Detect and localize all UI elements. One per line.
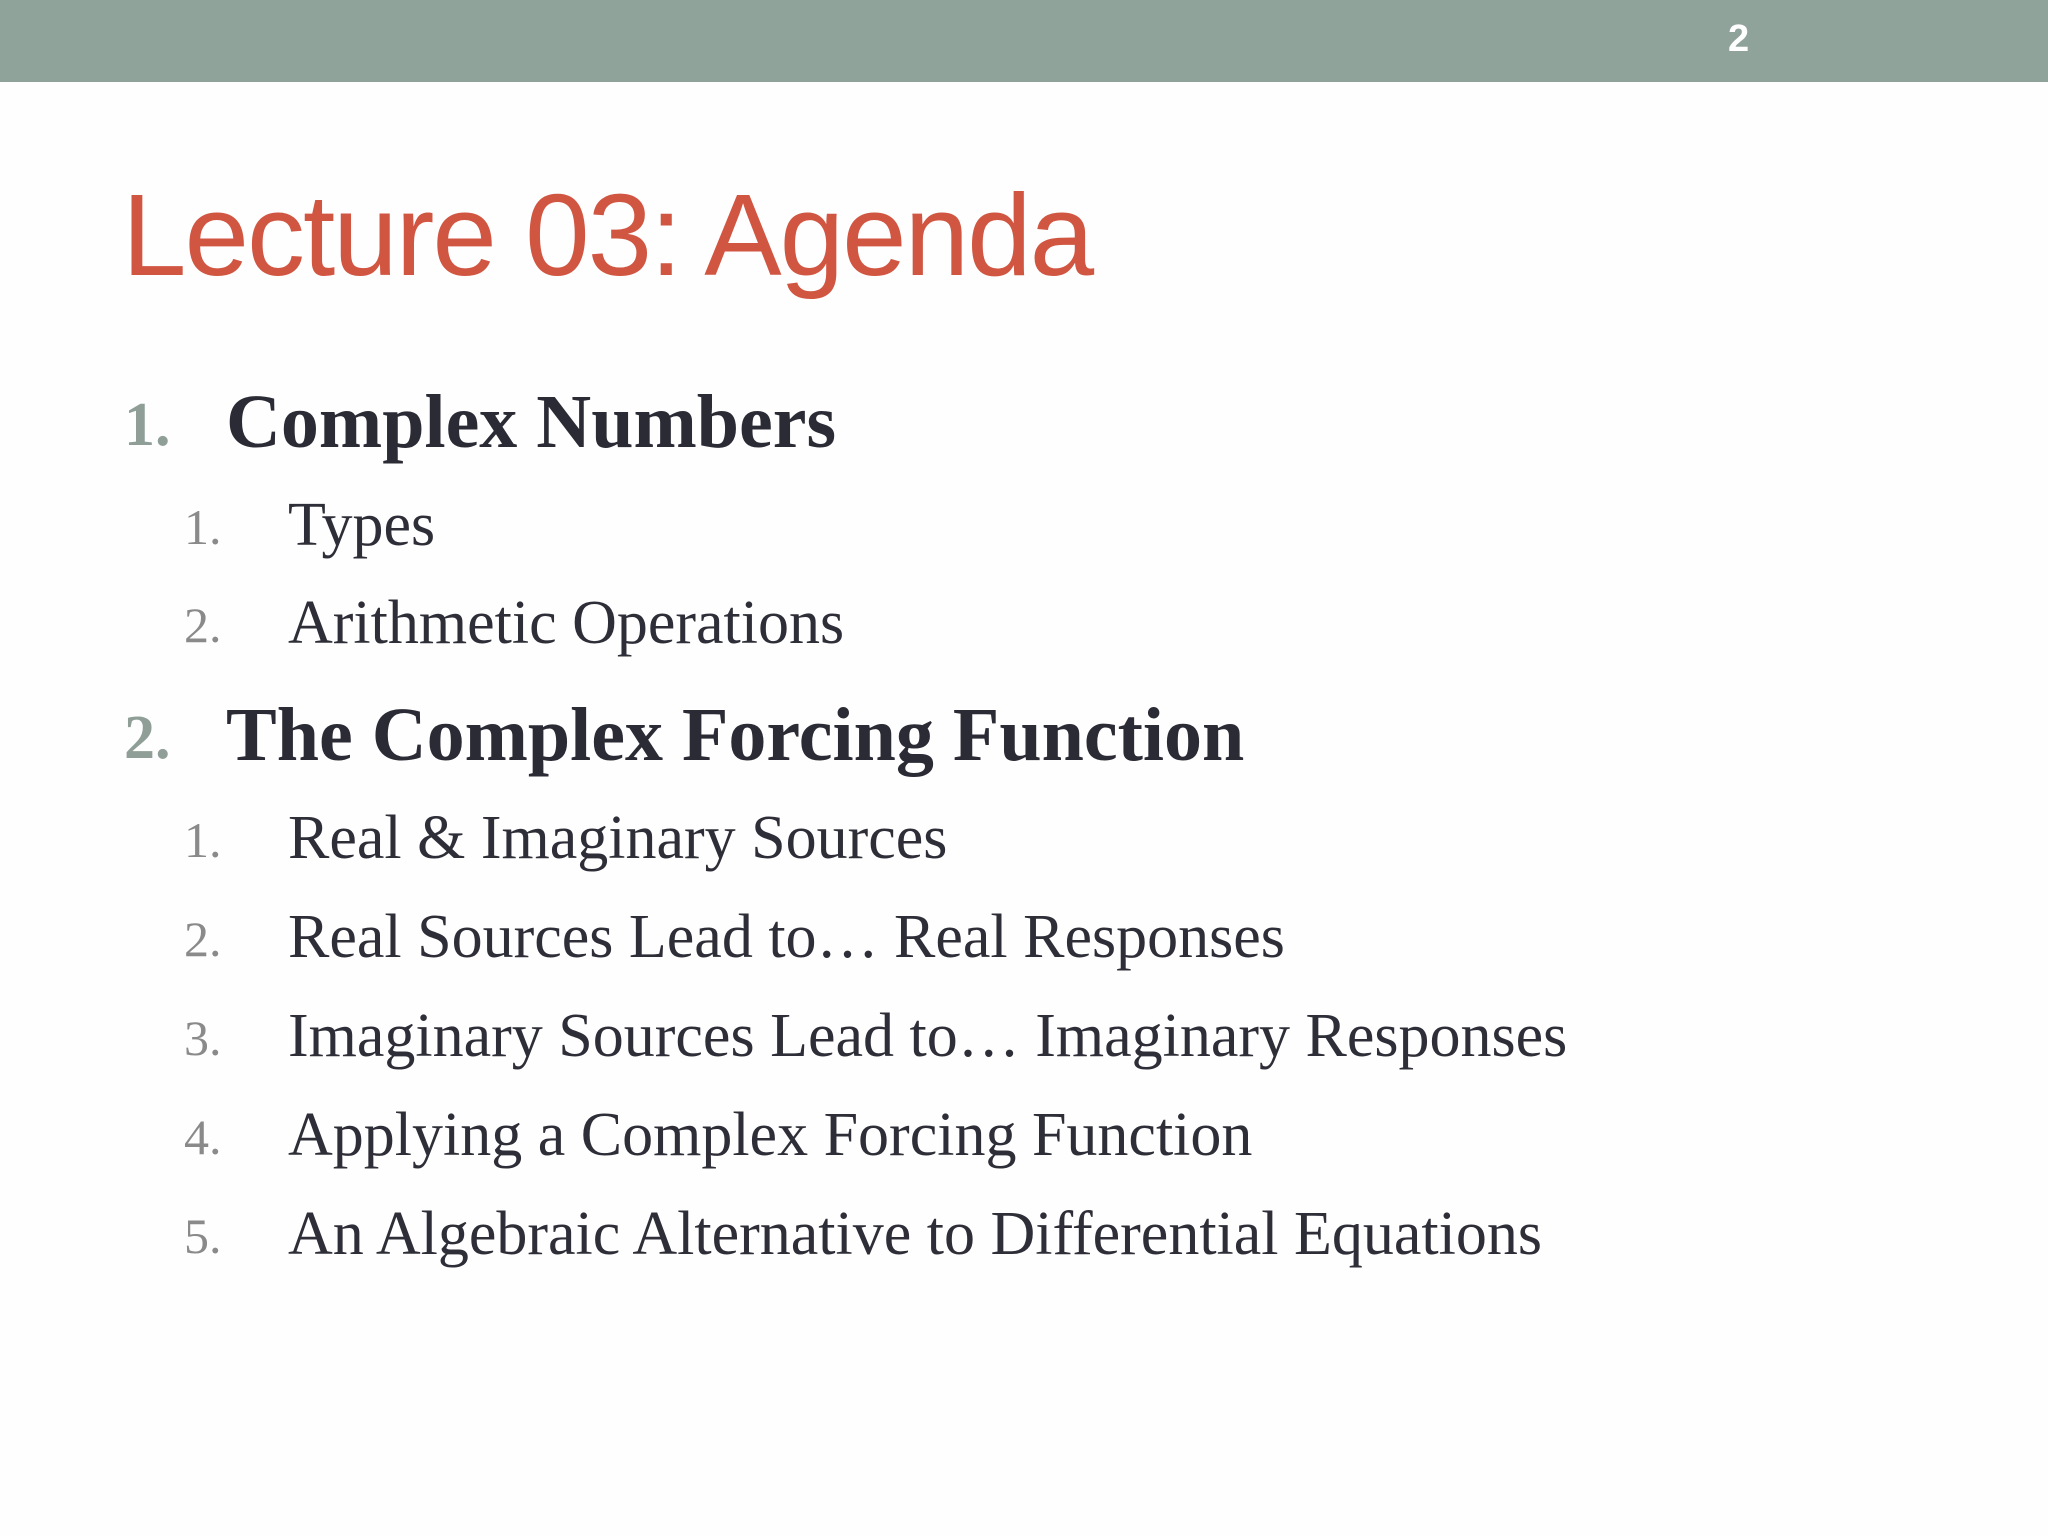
agenda-item-label: Complex Numbers xyxy=(226,380,837,464)
slide-header-bar xyxy=(0,0,2048,82)
agenda-subitem-number: 5. xyxy=(184,1208,222,1264)
agenda-subitem-label: Imaginary Sources Lead to… Imaginary Responses xyxy=(288,1002,1568,1070)
agenda-item-label: The Complex Forcing Function xyxy=(226,693,1245,777)
agenda-subitem-label: Real & Imaginary Sources xyxy=(288,804,948,872)
agenda-item-number: 2. xyxy=(124,704,171,772)
agenda-subitem-number: 3. xyxy=(184,1010,222,1066)
agenda-subitem-label: Types xyxy=(288,491,436,559)
slide-number: 2 xyxy=(1728,18,1750,60)
agenda-subitem-number: 4. xyxy=(184,1109,222,1165)
agenda-subitem-label: Applying a Complex Forcing Function xyxy=(288,1101,1253,1169)
agenda-subitem-label: Real Sources Lead to… Real Responses xyxy=(288,903,1285,971)
agenda-subitem-number: 1. xyxy=(184,499,222,555)
agenda-subitem-number: 1. xyxy=(184,812,222,868)
agenda-subitem-label: An Algebraic Alternative to Differential Equations xyxy=(288,1200,1542,1268)
slide-title: Lecture 03: Agenda xyxy=(122,170,1093,300)
agenda-subitem-label: Arithmetic Operations xyxy=(288,589,845,657)
agenda-item-number: 1. xyxy=(124,391,171,459)
agenda-subitem-number: 2. xyxy=(184,597,222,653)
agenda-subitem-number: 2. xyxy=(184,911,222,967)
